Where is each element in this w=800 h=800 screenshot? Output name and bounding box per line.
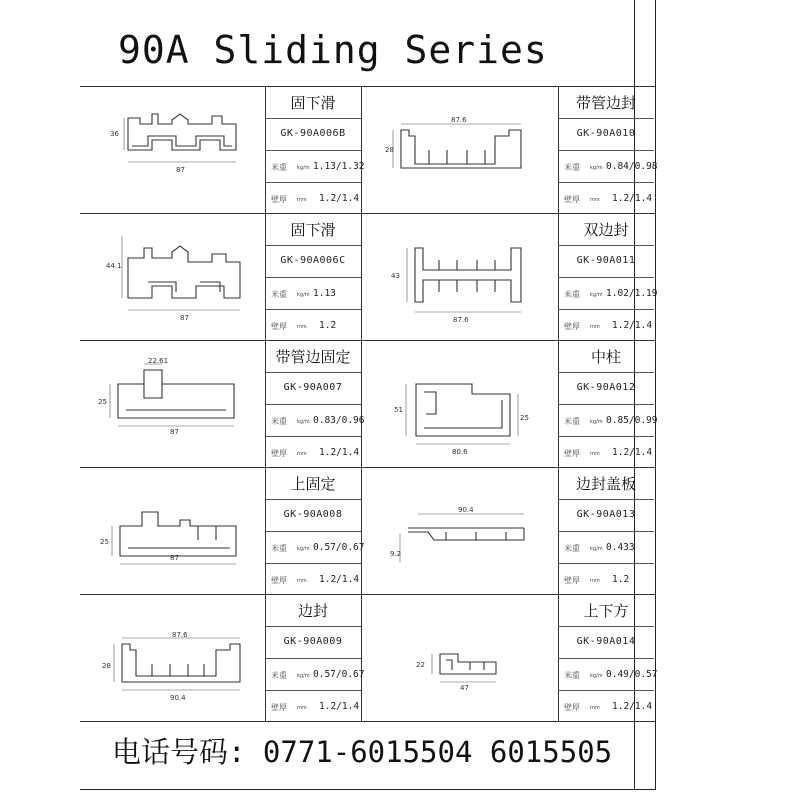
profile-name: 边封盖板 bbox=[575, 475, 636, 493]
weight-value: 0.57/0.67 bbox=[313, 542, 365, 553]
thickness-unit: mm bbox=[590, 578, 600, 584]
profile-code: GK-90A007 bbox=[283, 382, 343, 393]
weight-label: 米重 bbox=[271, 163, 287, 172]
row-separator bbox=[80, 213, 655, 214]
thickness-unit: mm bbox=[590, 324, 600, 330]
cell-separator bbox=[558, 309, 654, 310]
profile-code: GK-90A008 bbox=[283, 509, 343, 520]
row-separator bbox=[80, 86, 655, 87]
frame-bottom-line bbox=[80, 789, 656, 790]
cell-separator bbox=[558, 499, 654, 500]
profile-code: GK-90A006C bbox=[280, 255, 346, 266]
weight-label: 米重 bbox=[564, 163, 580, 172]
weight-label: 米重 bbox=[564, 544, 580, 553]
thickness-label: 壁厚 bbox=[564, 703, 580, 712]
cell-separator bbox=[265, 626, 361, 627]
cell-separator bbox=[265, 563, 361, 564]
profile-code: GK-90A006B bbox=[280, 128, 346, 139]
cell-separator bbox=[558, 690, 654, 691]
dim-label: 22 bbox=[416, 661, 425, 669]
thickness-value: 1.2 bbox=[319, 320, 337, 331]
cell-separator bbox=[558, 404, 654, 405]
dim-label: 9.2 bbox=[390, 550, 402, 558]
profile-drawing-90a007 bbox=[98, 358, 258, 438]
page-title: 90A Sliding Series bbox=[118, 28, 548, 72]
cell-separator bbox=[265, 404, 361, 405]
cell-separator bbox=[265, 372, 361, 373]
column-separator bbox=[361, 86, 362, 721]
thickness-value: 1.2/1.4 bbox=[319, 193, 360, 204]
dim-label: 22.61 bbox=[148, 357, 169, 365]
thickness-unit: mm bbox=[590, 451, 600, 457]
dim-label: 44.1 bbox=[106, 262, 122, 270]
profile-name: 上固定 bbox=[290, 475, 336, 493]
profile-code: GK-90A009 bbox=[283, 636, 343, 647]
cell-separator bbox=[558, 182, 654, 183]
thickness-label: 壁厚 bbox=[564, 449, 580, 458]
profile-code: GK-90A010 bbox=[576, 128, 636, 139]
weight-unit: kg/m bbox=[297, 165, 310, 171]
profile-name: 固下滑 bbox=[290, 221, 336, 239]
weight-value: 0.49/0.57 bbox=[606, 669, 658, 680]
cell-separator bbox=[558, 531, 654, 532]
weight-unit: kg/m bbox=[590, 673, 603, 679]
cell-separator bbox=[558, 150, 654, 151]
profile-drawing-90a010 bbox=[385, 110, 555, 190]
weight-value: 1.13/1.32 bbox=[313, 161, 365, 172]
weight-value: 1.02/1.19 bbox=[606, 288, 658, 299]
thickness-unit: mm bbox=[590, 705, 600, 711]
dim-label: 25 bbox=[520, 414, 529, 422]
dim-label: 43 bbox=[391, 272, 400, 280]
cell-separator bbox=[265, 277, 361, 278]
cell-separator bbox=[558, 658, 654, 659]
cell-separator bbox=[265, 182, 361, 183]
dim-label: 87.6 bbox=[453, 316, 469, 324]
dim-label: 36 bbox=[110, 130, 119, 138]
profile-drawing-90a008 bbox=[98, 498, 258, 578]
profile-drawing-90a014 bbox=[410, 640, 530, 700]
thickness-label: 壁厚 bbox=[271, 576, 287, 585]
cell-separator bbox=[265, 531, 361, 532]
cell-separator bbox=[558, 245, 654, 246]
weight-unit: kg/m bbox=[297, 419, 310, 425]
thickness-unit: mm bbox=[590, 197, 600, 203]
weight-unit: kg/m bbox=[590, 165, 603, 171]
thickness-value: 1.2/1.4 bbox=[612, 193, 653, 204]
profile-code: GK-90A012 bbox=[576, 382, 636, 393]
dim-label: 28 bbox=[102, 662, 111, 670]
row-separator bbox=[80, 340, 655, 341]
weight-label: 米重 bbox=[271, 290, 287, 299]
weight-label: 米重 bbox=[564, 417, 580, 426]
cell-separator bbox=[265, 309, 361, 310]
profile-drawing-90a012 bbox=[390, 368, 560, 458]
weight-value: 0.84/0.98 bbox=[606, 161, 658, 172]
thickness-label: 壁厚 bbox=[271, 322, 287, 331]
cell-separator bbox=[558, 563, 654, 564]
dim-label: 80.6 bbox=[452, 448, 468, 456]
dim-label: 87 bbox=[170, 554, 179, 562]
weight-unit: kg/m bbox=[297, 292, 310, 298]
weight-value: 0.57/0.67 bbox=[313, 669, 365, 680]
dim-label: 90.4 bbox=[170, 694, 186, 702]
cell-separator bbox=[558, 118, 654, 119]
profile-code: GK-90A013 bbox=[576, 509, 636, 520]
cell-separator bbox=[558, 372, 654, 373]
thickness-value: 1.2/1.4 bbox=[319, 701, 360, 712]
weight-unit: kg/m bbox=[590, 419, 603, 425]
cell-separator bbox=[265, 690, 361, 691]
weight-value: 0.85/0.99 bbox=[606, 415, 658, 426]
profile-name: 带管边固定 bbox=[275, 348, 351, 366]
weight-label: 米重 bbox=[271, 544, 287, 553]
weight-value: 0.83/0.96 bbox=[313, 415, 365, 426]
profile-name: 双边封 bbox=[583, 221, 629, 239]
thickness-unit: mm bbox=[297, 197, 307, 203]
profile-drawing-90a013 bbox=[388, 500, 558, 570]
thickness-value: 1.2 bbox=[612, 574, 630, 585]
thickness-label: 壁厚 bbox=[271, 195, 287, 204]
profile-name: 中柱 bbox=[590, 348, 621, 366]
dim-label: 25 bbox=[98, 398, 107, 406]
weight-label: 米重 bbox=[271, 417, 287, 426]
cell-separator bbox=[558, 626, 654, 627]
profile-code: GK-90A011 bbox=[576, 255, 636, 266]
thickness-unit: mm bbox=[297, 324, 307, 330]
cell-separator bbox=[558, 277, 654, 278]
dim-label: 90.4 bbox=[458, 506, 474, 514]
cell-separator bbox=[265, 245, 361, 246]
weight-label: 米重 bbox=[271, 671, 287, 680]
weight-unit: kg/m bbox=[590, 546, 603, 552]
thickness-value: 1.2/1.4 bbox=[319, 447, 360, 458]
dim-label: 87 bbox=[176, 166, 185, 174]
thickness-value: 1.2/1.4 bbox=[319, 574, 360, 585]
weight-label: 米重 bbox=[564, 671, 580, 680]
row-separator bbox=[80, 721, 655, 722]
profile-name: 带管边封 bbox=[575, 94, 636, 112]
dim-label: 47 bbox=[460, 684, 469, 692]
cell-separator bbox=[265, 118, 361, 119]
thickness-label: 壁厚 bbox=[564, 195, 580, 204]
thickness-label: 壁厚 bbox=[271, 449, 287, 458]
thickness-unit: mm bbox=[297, 578, 307, 584]
weight-value: 0.433 bbox=[606, 542, 635, 553]
profile-drawing-90a006b bbox=[100, 100, 260, 200]
cell-separator bbox=[558, 436, 654, 437]
thickness-value: 1.2/1.4 bbox=[612, 320, 653, 331]
row-separator bbox=[80, 594, 655, 595]
phone-number: 电话号码: 0771-6015504 6015505 bbox=[112, 735, 613, 769]
profile-drawing-90a006c bbox=[100, 228, 260, 328]
profile-drawing-90a009 bbox=[100, 628, 260, 708]
cell-separator bbox=[265, 499, 361, 500]
weight-value: 1.13 bbox=[313, 288, 336, 299]
dim-label: 28 bbox=[385, 146, 394, 154]
dim-label: 51 bbox=[394, 406, 403, 414]
weight-unit: kg/m bbox=[297, 546, 310, 552]
profile-name: 固下滑 bbox=[290, 94, 336, 112]
cell-separator bbox=[265, 436, 361, 437]
cell-separator bbox=[265, 658, 361, 659]
thickness-value: 1.2/1.4 bbox=[612, 701, 653, 712]
weight-unit: kg/m bbox=[590, 292, 603, 298]
dim-label: 87 bbox=[170, 428, 179, 436]
thickness-value: 1.2/1.4 bbox=[612, 447, 653, 458]
weight-unit: kg/m bbox=[297, 673, 310, 679]
thickness-label: 壁厚 bbox=[564, 322, 580, 331]
profile-code: GK-90A014 bbox=[576, 636, 636, 647]
dim-label: 87.6 bbox=[451, 116, 467, 124]
profile-name: 边封 bbox=[297, 602, 328, 620]
profile-drawing-90a011 bbox=[385, 238, 555, 328]
dim-label: 87 bbox=[180, 314, 189, 322]
thickness-label: 壁厚 bbox=[564, 576, 580, 585]
profile-name: 上下方 bbox=[583, 602, 629, 620]
dim-label: 87.6 bbox=[172, 631, 188, 639]
thickness-label: 壁厚 bbox=[271, 703, 287, 712]
weight-label: 米重 bbox=[564, 290, 580, 299]
thickness-unit: mm bbox=[297, 705, 307, 711]
row-separator bbox=[80, 467, 655, 468]
cell-separator bbox=[265, 150, 361, 151]
thickness-unit: mm bbox=[297, 451, 307, 457]
dim-label: 25 bbox=[100, 538, 109, 546]
